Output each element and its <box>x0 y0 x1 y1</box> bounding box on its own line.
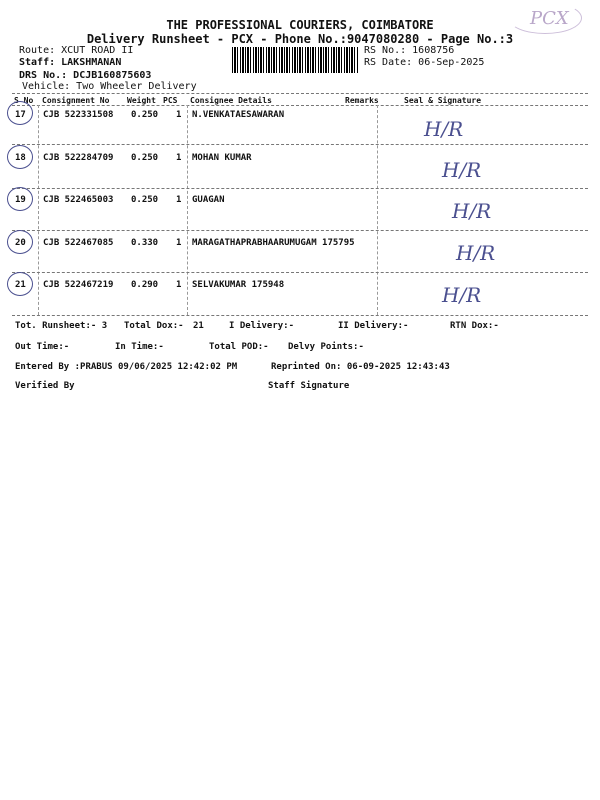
col-pcs: PCS <box>163 96 178 105</box>
row-pcs: 1 <box>176 238 182 248</box>
total-pod: Total POD:- <box>209 342 269 352</box>
divider <box>377 105 378 315</box>
divider <box>38 105 39 315</box>
row-sno: 21 <box>15 280 26 290</box>
row-consignee: SELVAKUMAR 175948 <box>192 280 285 290</box>
row-pcs: 1 <box>176 195 182 205</box>
handwritten-signature: H/R <box>442 158 482 182</box>
row-consignee: MOHAN KUMAR <box>192 153 252 163</box>
staff-label: Staff: LAKSHMANAN <box>19 57 122 68</box>
row-consignment: CJB 522331508 <box>43 110 114 120</box>
row-sno: 19 <box>15 195 26 205</box>
row-pcs: 1 <box>176 110 182 120</box>
row-consignee: N.VENKATAESAWARAN <box>192 110 285 120</box>
row-weight: 0.250 <box>131 110 159 120</box>
table-bottom-rule <box>12 315 588 316</box>
row-consignee: MARAGATHAPRABHAARUMUGAM 175795 <box>192 238 355 248</box>
row-sno: 18 <box>15 153 26 163</box>
row-weight: 0.250 <box>131 195 159 205</box>
total-dox-label: Total Dox:- <box>124 321 184 331</box>
barcode <box>232 47 358 73</box>
row-consignment: CJB 522467085 <box>43 238 114 248</box>
row-consignee: GUAGAN <box>192 195 225 205</box>
row-sno: 17 <box>15 110 26 120</box>
reprinted-on: Reprinted On: 06-09-2025 12:43:43 <box>271 362 450 372</box>
row-weight: 0.250 <box>131 153 159 163</box>
table-top-rule <box>12 93 588 94</box>
delvy-points: Delvy Points:- <box>288 342 364 352</box>
handwritten-signature: H/R <box>424 117 464 141</box>
verified-by: Verified By <box>15 381 75 391</box>
rs-number: RS No.: 1608756 <box>364 45 455 56</box>
row-rule <box>12 144 588 145</box>
row-weight: 0.290 <box>131 280 159 290</box>
company-title: THE PROFESSIONAL COURIERS, COIMBATORE <box>166 18 434 32</box>
tot-runsheet: Tot. Runsheet:- 3 <box>15 321 108 331</box>
row-consignment: CJB 522284709 <box>43 153 114 163</box>
col-seal-signature: Seal & Signature <box>404 96 482 105</box>
handwritten-signature: H/R <box>452 199 492 223</box>
row-consignment: CJB 522467219 <box>43 280 114 290</box>
row-consignment: CJB 522465003 <box>43 195 114 205</box>
row-sno: 20 <box>15 238 26 248</box>
ii-delivery: II Delivery:- <box>338 321 409 331</box>
divider <box>187 105 188 315</box>
total-dox-value: 21 <box>193 321 204 331</box>
handwritten-signature: H/R <box>442 283 482 307</box>
col-remarks: Remarks <box>345 96 379 105</box>
entered-by: Entered By :PRABUS 09/06/2025 12:42:02 PM <box>15 362 238 372</box>
in-time: In Time:- <box>115 342 164 352</box>
col-weight: Weight <box>127 96 156 105</box>
drs-number: DRS No.: DCJB160875603 <box>19 70 152 81</box>
handwritten-signature: H/R <box>456 241 496 265</box>
i-delivery: I Delivery:- <box>229 321 295 331</box>
rs-date: RS Date: 06-Sep-2025 <box>364 57 485 68</box>
row-pcs: 1 <box>176 280 182 290</box>
staff-signature: Staff Signature <box>268 381 350 391</box>
route-label: Route: XCUT ROAD II <box>19 45 134 56</box>
col-consignee: Consignee Details <box>190 96 272 105</box>
vehicle-label: Vehicle: Two Wheeler Delivery <box>22 81 197 92</box>
rtn-dox: RTN Dox:- <box>450 321 499 331</box>
out-time: Out Time:- <box>15 342 70 352</box>
row-weight: 0.330 <box>131 238 159 248</box>
runsheet-title: Delivery Runsheet - PCX - Phone No.:9047080280 - Page No.:3 <box>86 32 514 46</box>
row-pcs: 1 <box>176 153 182 163</box>
col-consignment: Consignment No <box>42 96 110 105</box>
handwritten-corner-mark: PCX <box>530 8 569 29</box>
col-sno: S No <box>14 96 34 105</box>
row-rule <box>12 188 588 189</box>
row-rule <box>12 272 588 273</box>
table-header-rule <box>12 105 588 106</box>
row-rule <box>12 230 588 231</box>
